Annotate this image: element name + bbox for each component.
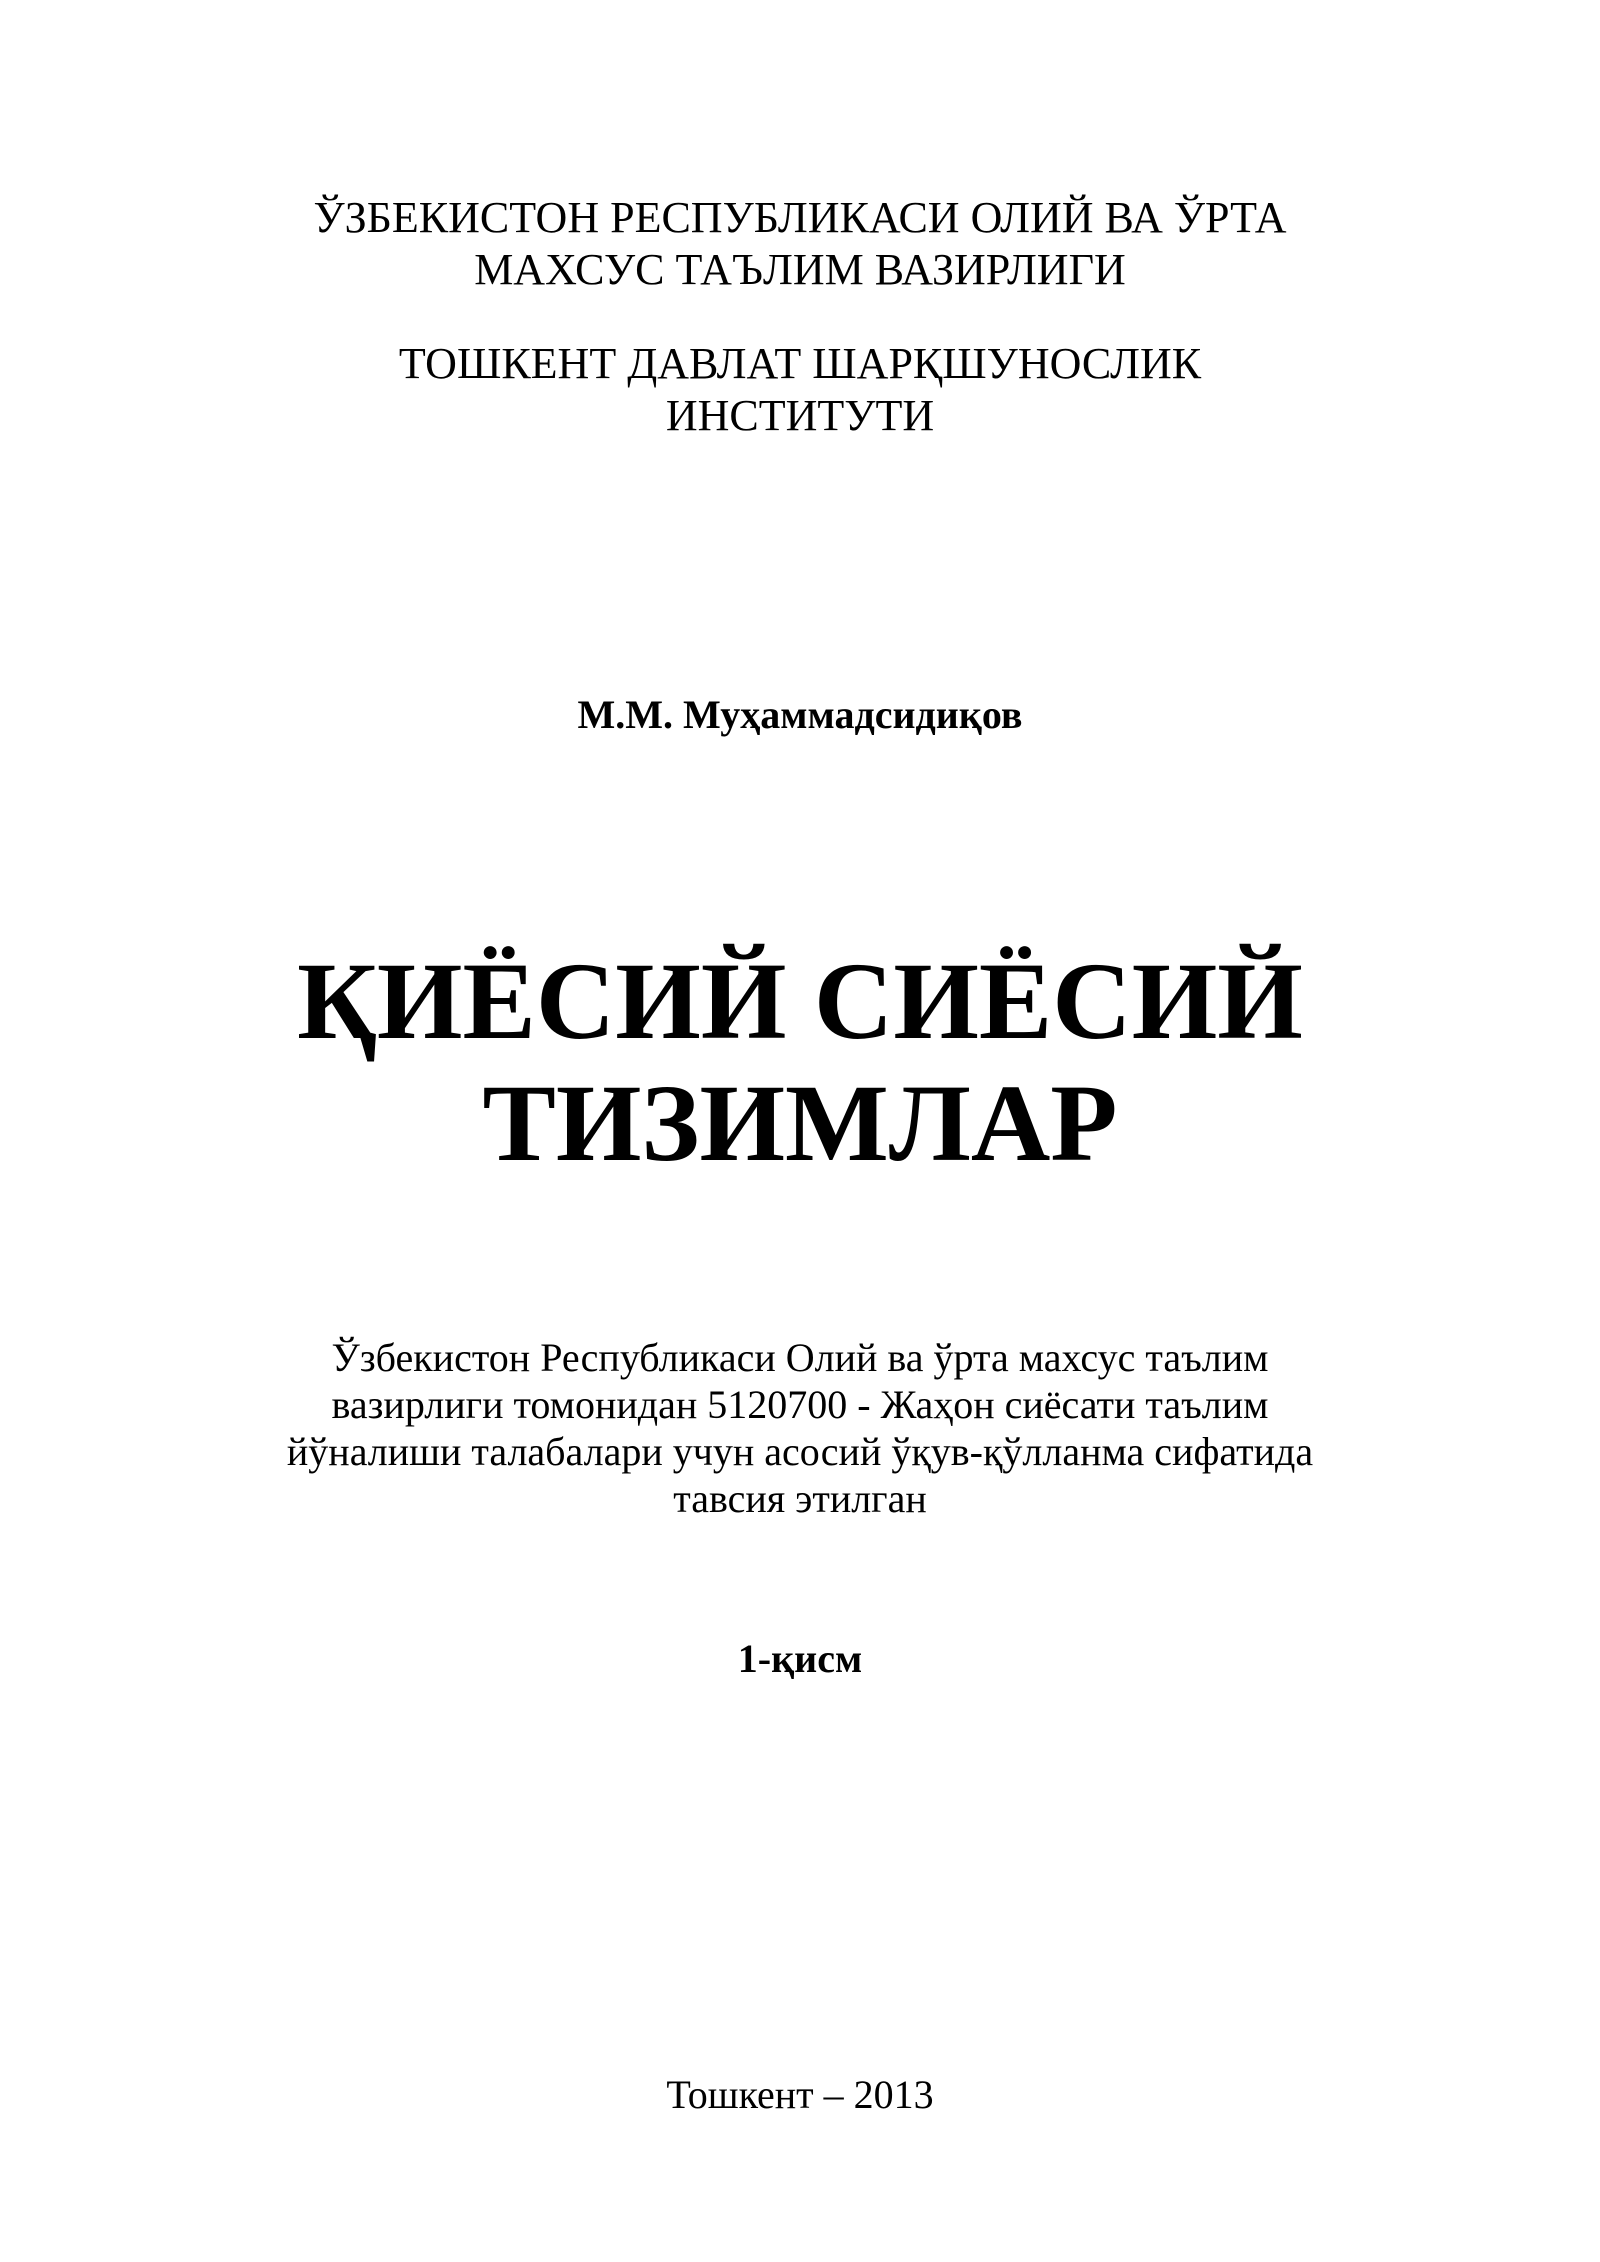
recommendation-line: йўналиши талабалари учун асосий ўқув-қўлланма сифатида: [286, 1429, 1314, 1474]
institute-line: ТОШКЕНТ ДАВЛАТ ШАРҚШУНОСЛИК: [398, 339, 1202, 388]
author-name: М.М. Муҳаммадсидиқов: [577, 692, 1023, 737]
city-year: Тошкент – 2013: [666, 2072, 934, 2117]
ministry-heading: [0, 192, 1600, 296]
book-title-line: ҚИЁСИЙ СИЁСИЙ: [297, 940, 1303, 1062]
recommendation-line: Ўзбекистон Республикаси Олий ва ўрта махсус таълим: [331, 1335, 1269, 1380]
institute-line: ИНСТИТУТИ: [665, 391, 935, 440]
recommendation-note: [0, 1334, 1600, 1522]
ministry-line: ЎЗБЕКИСТОН РЕСПУБЛИКАСИ ОЛИЙ ВА ЎРТА: [313, 193, 1287, 242]
book-title-line: ТИЗИМЛАР: [482, 1062, 1118, 1184]
part-number: 1-қисм: [737, 1636, 863, 1681]
book-title: [0, 940, 1600, 1184]
institute-heading: [0, 338, 1600, 442]
recommendation-line: вазирлиги томонидан 5120700 - Жаҳон сиёсати таълим: [331, 1382, 1269, 1427]
recommendation-line: тавсия этилган: [673, 1476, 927, 1521]
ministry-line: МАХСУС ТАЪЛИМ ВАЗИРЛИГИ: [474, 245, 1126, 294]
